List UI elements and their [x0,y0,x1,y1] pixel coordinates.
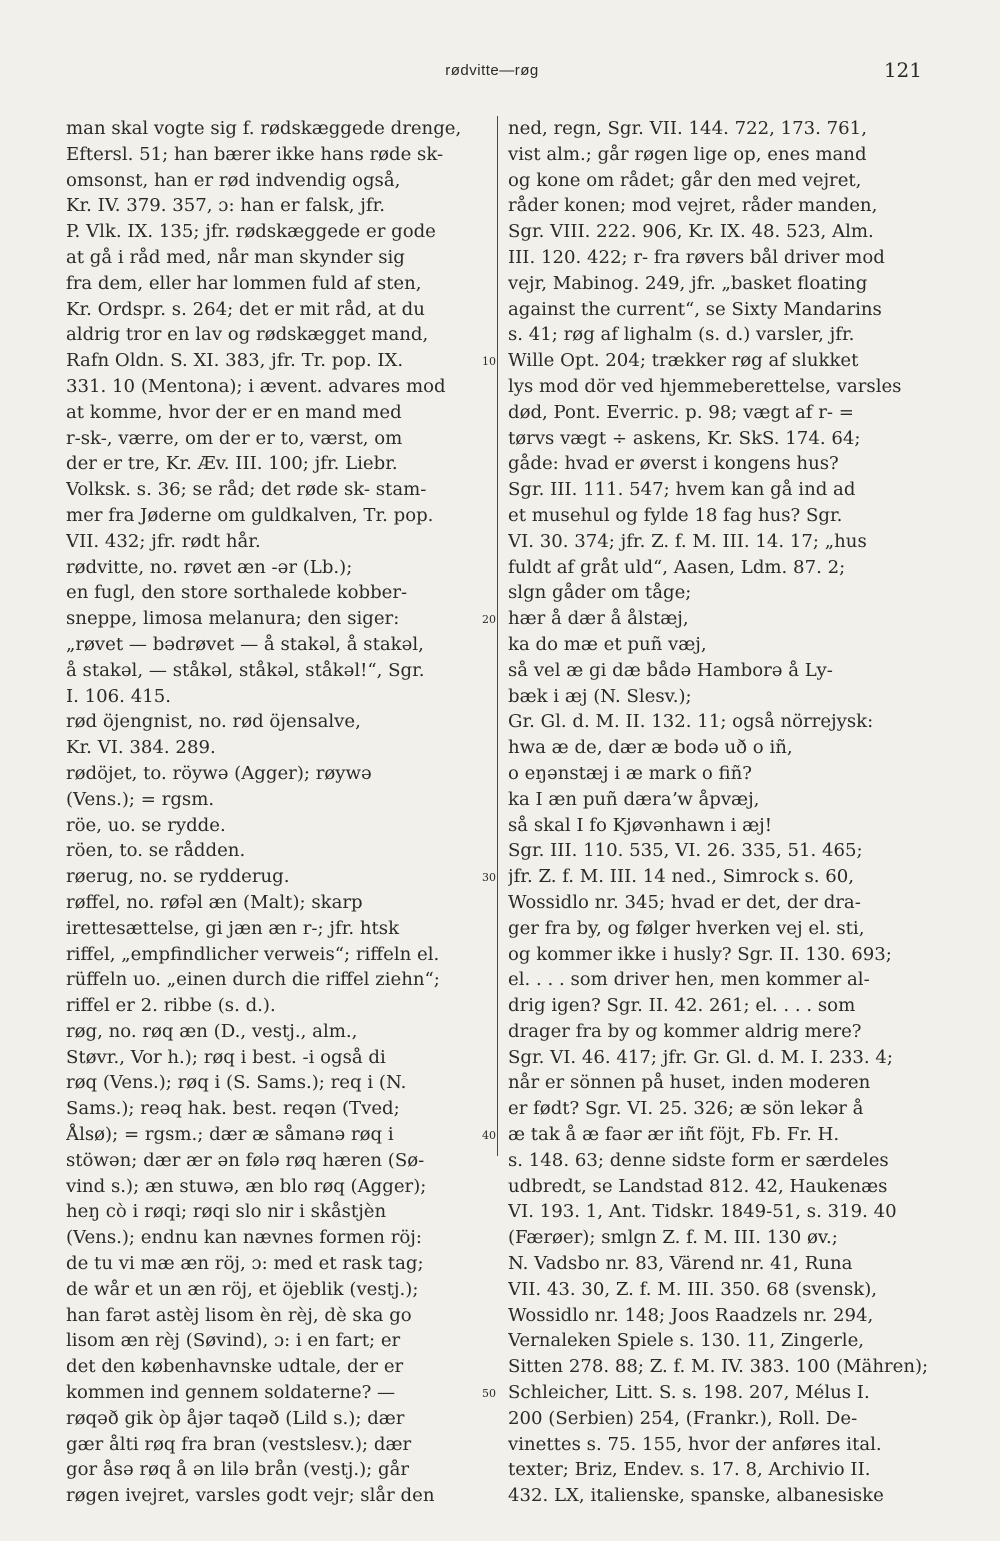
text-line: röen, to. se rådden. [66,840,246,862]
text-line: Sgr. III. 111. 547; hvem kan gå ind ad [508,479,856,501]
text-line: Sams.); reəq hak. best. reqən (Tved; [66,1098,400,1120]
running-head: rødvitte—røg [445,62,539,79]
text-line: lisom æn rèj (Søvind), ɔ: i en fart; er [66,1330,401,1352]
column-divider [497,116,498,1156]
text-line: ka do mæ et puñ væj, [508,633,707,655]
text-line: rüffeln uo. „einen durch die riffel ziehn“; [66,969,440,991]
text-line: vind s.); æn stuwə, æn blo røq (Agger); [66,1175,427,1197]
text-line: Wille Opt. 204; trækker røg af slukket [508,350,859,372]
text-line: så vel æ gi dæ bådə Hamborə å Ly- [508,659,833,681]
text-line: N. Vadsbo nr. 83, Värend nr. 41, Runa [508,1253,853,1275]
text-line: röe, uo. se rydde. [66,814,226,836]
text-line: VI. 30. 374; jfr. Z. f. M. III. 14. 17; „hus [508,530,867,552]
margin-line-number: 40 [482,1129,496,1143]
text-line: fra dem, eller har lommen fuld af sten, [66,272,422,294]
text-line: ka I æn puñ dæraʼw åpvæj, [508,788,760,810]
text-line: riffel, „empfindlicher verweis“; riffeln el. [66,943,440,965]
margin-line-number: 10 [482,355,496,369]
text-line: røffel, no. røfəl æn (Malt); skarp [66,891,363,913]
text-line: røgen ivejret, varsles godt vejr; slår den [66,1485,435,1507]
text-line: at gå i råd med, når man skynder sig [66,246,405,268]
text-line: og kone om rådet; går den med vejret, [508,169,862,191]
text-line: ned, regn, Sgr. VII. 144. 722, 173. 761, [508,118,867,139]
text-line: Wossidlo nr. 148; Joos Raadzels nr. 294, [508,1304,874,1326]
text-line: Schleicher, Litt. S. s. 198. 207, Mélus I. [508,1382,870,1404]
text-line: kommen ind gennem soldaterne? — [66,1382,396,1404]
text-line: omsonst, han er rød indvendig også, [66,169,401,191]
text-line: det den københavnske udtale, der er [66,1356,404,1378]
text-line: o eŋənstæj i æ mark o fiñ? [508,762,752,784]
text-line: at komme, hvor der er en mand med [66,401,402,423]
text-line: stöwən; dær ær ən følə røq hæren (Sø- [66,1149,425,1171]
text-line: VII. 43. 30, Z. f. M. III. 350. 68 (svensk), [508,1278,878,1300]
margin-line-number: 20 [482,613,496,627]
text-line: en fugl, den store sorthalede kobber- [66,582,408,604]
text-line: ger fra by, og følger hverken vej el. sti, [508,917,865,939]
text-line: æ tak å æ faər ær iñt föjt, Fb. Fr. H. [508,1124,840,1146]
margin-line-number: 50 [482,1387,496,1401]
text-line: Sgr. VI. 46. 417; jfr. Gr. Gl. d. M. I. 233. 4; [508,1046,894,1068]
text-line: heŋ cò i røqi; røqi slo nir i skåstjèn [66,1201,387,1223]
text-line: et musehul og fylde 18 fag hus? Sgr. [508,504,843,526]
text-line: rød öjengnist, no. rød öjensalve, [66,711,361,733]
text-line: Wossidlo nr. 345; hvad er det, der dra- [508,891,861,913]
text-line: (Færøer); smlgn Z. f. M. III. 130 øv.; [508,1227,838,1249]
text-line: rødvitte, no. røvet æn -ər (Lb.); [66,556,353,578]
text-line: sneppe, limosa melanura; den siger: [66,608,400,630]
text-line: vinettes s. 75. 155, hvor der anføres ital. [508,1433,882,1455]
text-line: Vernaleken Spiele s. 130. 11, Zingerle, [508,1330,865,1352]
text-line: å stakəl, — ståkəl, ståkəl, ståkəl!“, Sgr. [66,659,425,681]
text-line: hwa æ de, dær æ bodə uð o iñ, [508,737,793,759]
text-line: rødöjet, to. röywə (Agger); røywə [66,762,372,784]
text-line: s. 41; røg af lighalm (s. d.) varsler, jfr. [508,324,855,346]
text-line: irettesættelse, gi jæn æn r-; jfr. htsk [66,917,400,939]
text-line: Eftersl. 51; han bærer ikke hans røde sk- [66,143,444,165]
text-line: gor åsə røq å ən lilə brån (vestj.); går [66,1459,410,1481]
text-line: Støvr., Vor h.); røq i best. -i også di [66,1046,386,1068]
text-line: røqəð gik òp åjər taqəð (Lild s.); dær [66,1407,405,1429]
text-line: og kommer ikke i husly? Sgr. II. 130. 693; [508,943,892,965]
text-line: bæk i æj (N. Slesv.); [508,685,692,707]
text-line: han farət astèj lisom èn rèj, dè ska go [66,1304,412,1326]
text-line: vejr, Mabinog. 249, jfr. „basket floating [508,272,868,294]
text-line: røg, no. røq æn (D., vestj., alm., [66,1020,358,1042]
text-line: der er tre, Kr. Æv. III. 100; jfr. Liebr. [66,453,398,475]
text-line: el. . . . som driver hen, men kommer al- [508,969,870,991]
text-line: fuldt af gråt uld“, Aasen, Ldm. 87. 2; [508,556,846,578]
text-line: røq (Vens.); røq i (S. Sams.); req i (N. [66,1072,407,1094]
text-line: s. 148. 63; denne sidste form er særdeles [508,1149,889,1171]
text-line: de tu vi mæ æn röj, ɔ: med et rask tag; [66,1253,424,1275]
text-line: VI. 193. 1, Ant. Tidskr. 1849-51, s. 319. 40 [508,1201,897,1223]
text-line: riffel er 2. ribbe (s. d.). [66,995,276,1017]
text-line: I. 106. 415. [66,685,171,707]
text-line: så skal I fo Kjøvənhawn i æj! [508,814,773,836]
right-column [508,116,928,1509]
text-line: gåde: hvad er øverst i kongens hus? [508,453,839,475]
page-number: 121 [883,58,922,82]
text-line: jfr. Z. f. M. III. 14 ned., Simrock s. 60, [508,866,855,888]
text-line: Sgr. III. 110. 535, VI. 26. 335, 51. 465; [508,840,863,862]
text-line: Kr. IV. 379. 357, ɔ: han er falsk, jfr. [66,195,385,217]
text-line: P. Vlk. IX. 135; jfr. rødskæggede er gode [66,221,436,243]
text-line: Rafn Oldn. S. XI. 383, jfr. Tr. pop. IX. [66,350,404,372]
text-line: aldrig tror en lav og rødskægget mand, [66,324,429,346]
text-line: man skal vogte sig f. rødskæggede drenge, [66,118,462,139]
text-line: 331. 10 (Mentona); i ævent. advares mod [66,375,446,397]
text-line: røerug, no. se rydderug. [66,866,290,888]
text-line: (Vens.); endnu kan nævnes formen röj: [66,1227,422,1249]
text-line: VII. 432; jfr. rødt hår. [66,530,261,552]
text-line: råder konen; mod vejret, råder manden, [508,195,878,217]
left-column [66,116,498,1509]
text-line: r-sk-, værre, om der er to, værst, om [66,427,403,449]
text-line: når er sönnen på huset, inden moderen [508,1072,871,1094]
text-line: lys mod dör ved hjemmeberettelse, varsles [508,375,902,397]
text-line: er født? Sgr. VI. 25. 326; æ sön lekər å [508,1098,864,1120]
text-line: gær ålti røq fra bran (vestslesv.); dær [66,1433,412,1455]
text-line: 432. LX, italienske, spanske, albanesiske [508,1485,884,1507]
text-line: Sitten 278. 88; Z. f. M. IV. 383. 100 (Mähren); [508,1356,928,1378]
text-line: (Vens.); = rgsm. [66,788,215,810]
text-line: Ålsø); = rgsm.; dær æ såmanə røq i [66,1124,394,1146]
text-line: de wår et un æn röj, et öjeblik (vestj.); [66,1278,419,1300]
text-line: against the current“, se Sixty Mandarins [508,298,882,320]
margin-line-number: 30 [482,871,496,885]
text-line: vist alm.; går røgen lige op, enes mand [508,143,867,165]
text-line: drager fra by og kommer aldrig mere? [508,1020,862,1042]
text-line: drig igen? Sgr. II. 42. 261; el. . . . som [508,995,856,1017]
text-line: død, Pont. Everric. p. 98; vægt af r- = [508,401,854,423]
text-line: III. 120. 422; r- fra røvers bål driver mod [508,246,885,268]
text-line: 200 (Serbien) 254, (Frankr.), Roll. De- [508,1407,858,1429]
text-line: Kr. VI. 384. 289. [66,737,216,759]
text-line: mer fra Jøderne om guldkalven, Tr. pop. [66,504,434,526]
text-line: texter; Briz, Endev. s. 17. 8, Archivio II. [508,1459,871,1481]
text-line: Volksk. s. 36; se råd; det røde sk- stam- [66,479,427,501]
text-line: Sgr. VIII. 222. 906, Kr. IX. 48. 523, Alm. [508,221,874,243]
page-header [62,58,922,88]
text-line: slgn gåder om tåge; [508,582,692,604]
text-line: tørvs vægt ÷ askens, Kr. SkS. 174. 64; [508,427,861,449]
text-line: Kr. Ordspr. s. 264; det er mit råd, at du [66,298,425,320]
text-line: Gr. Gl. d. M. II. 132. 11; også nörrejysk: [508,711,874,733]
text-line: udbredt, se Landstad 812. 42, Haukenæs [508,1175,888,1197]
text-line: „røvet — bədrøvet — å stakəl, å stakəl, [66,633,424,655]
text-line: hær å dær å ålstæj, [508,608,689,630]
